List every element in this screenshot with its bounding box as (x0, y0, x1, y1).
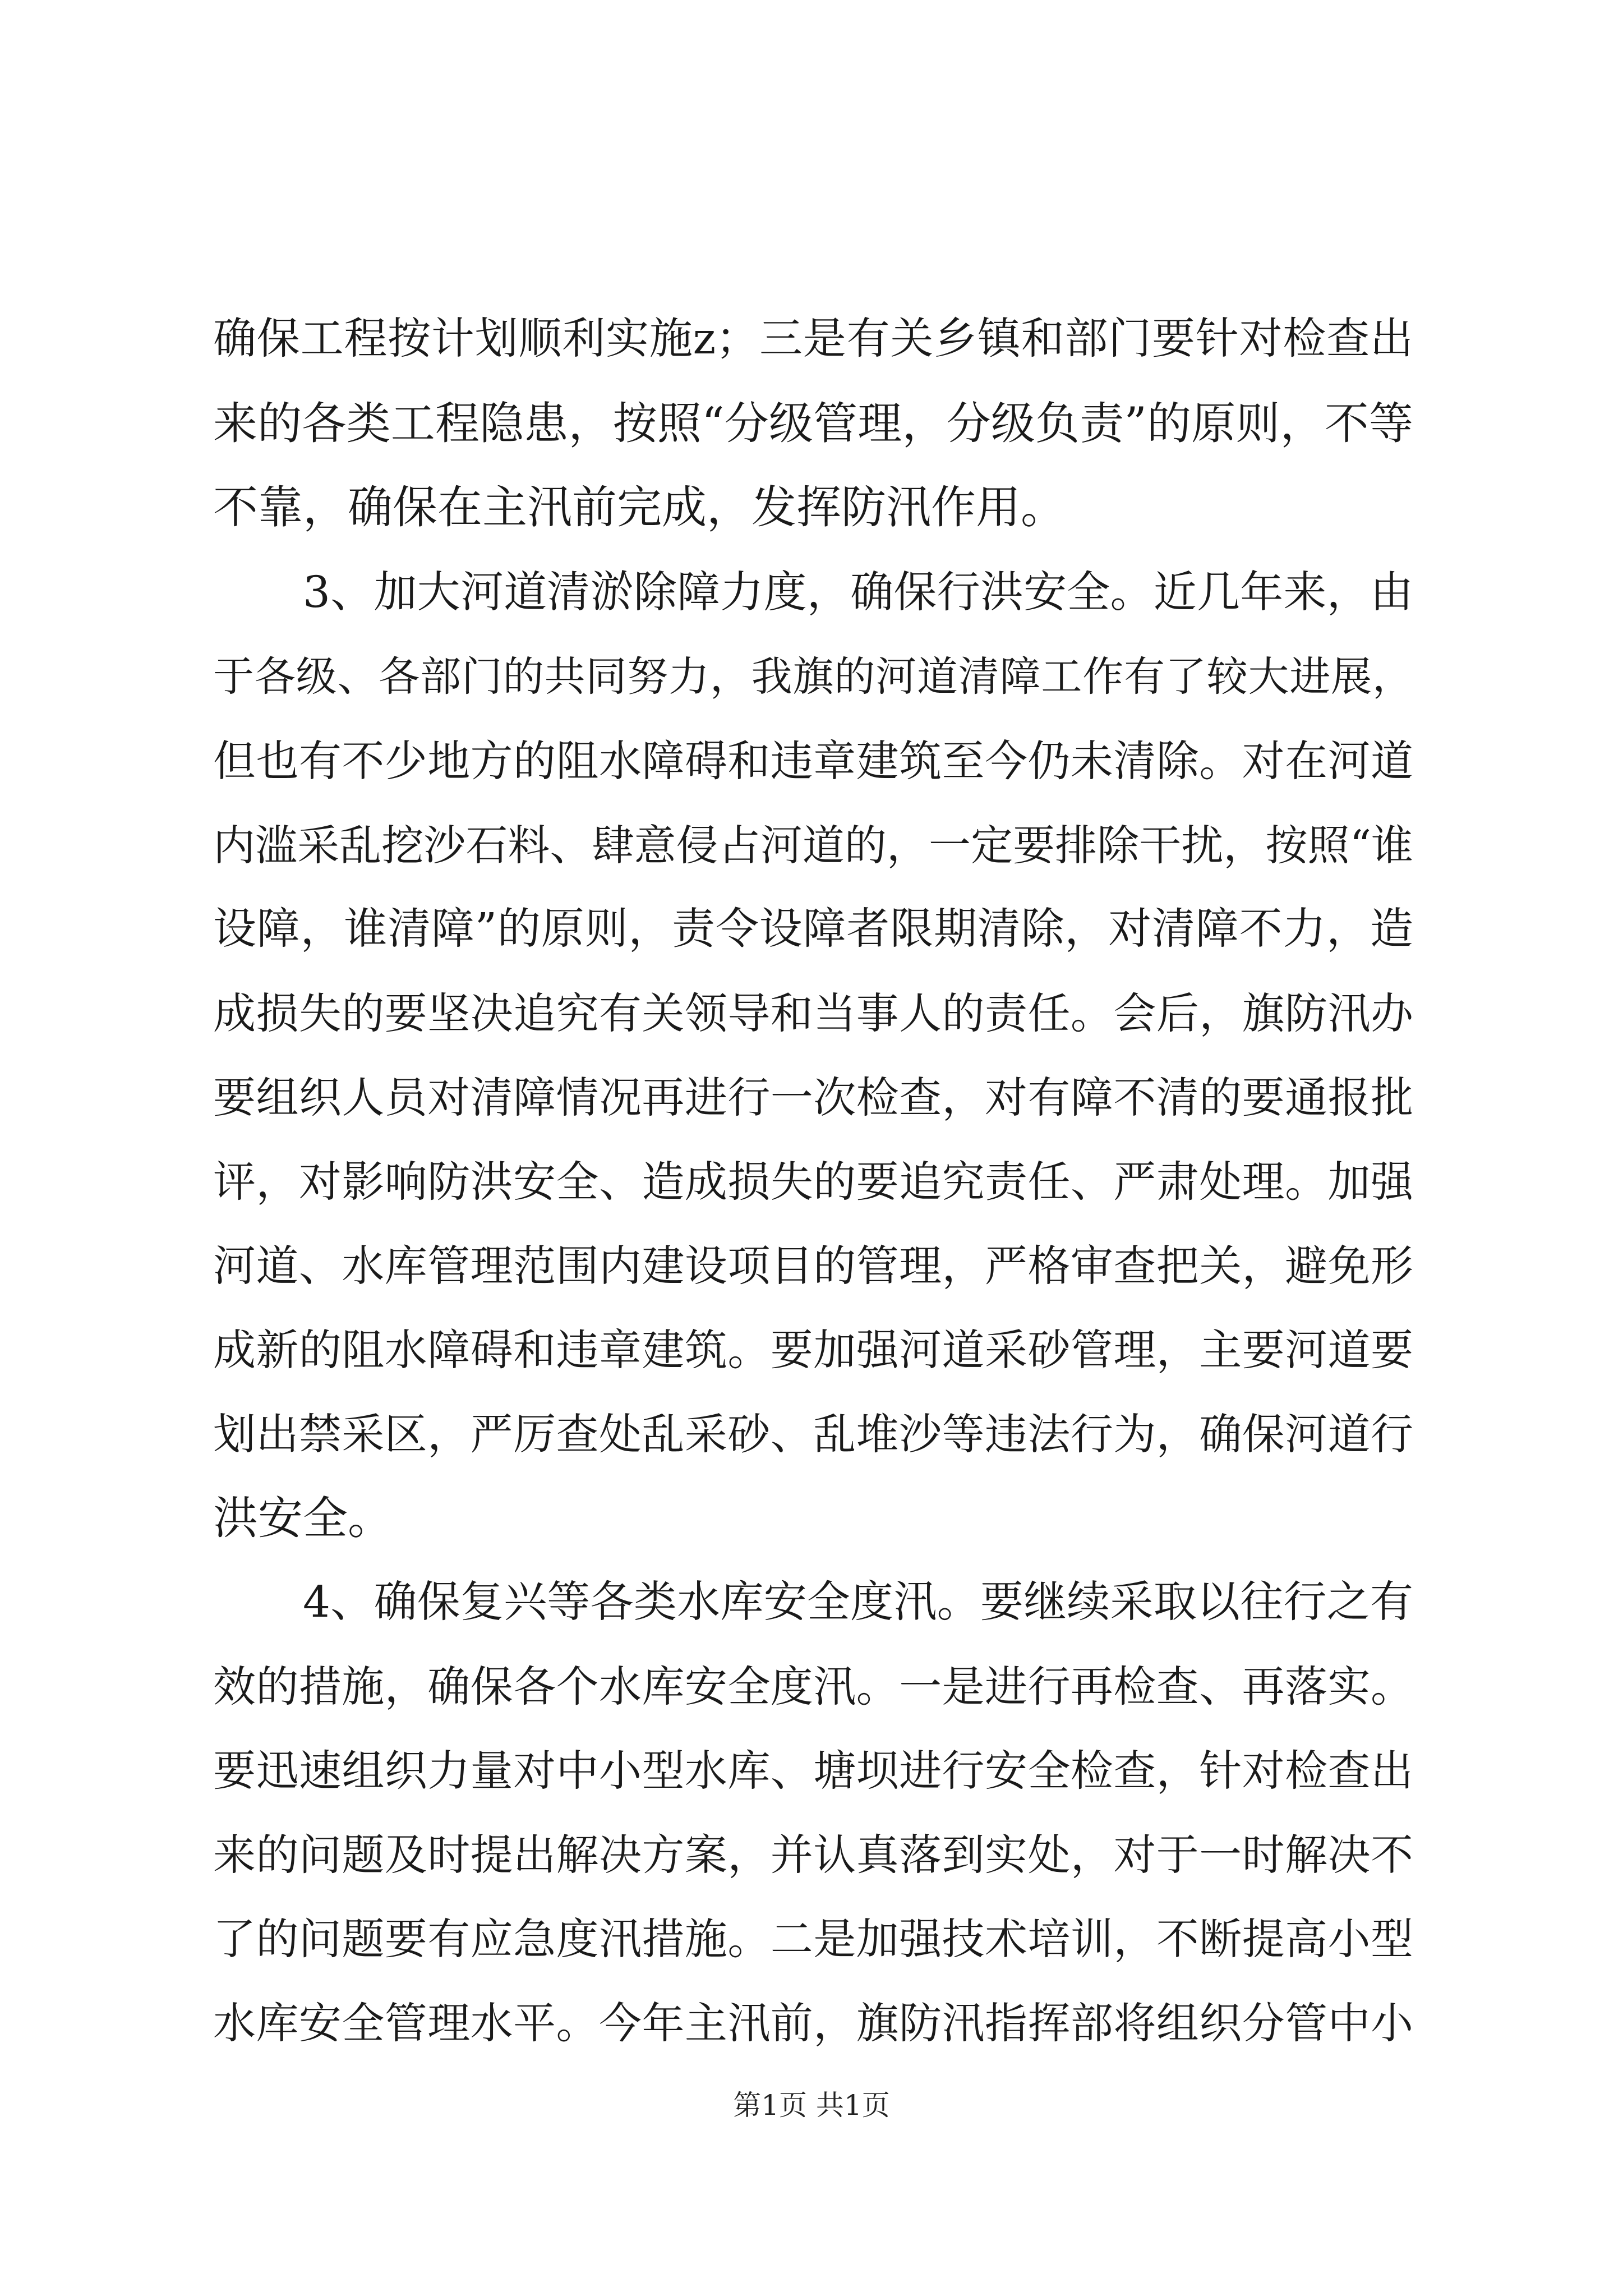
text-line: 划出禁采区，严厉查处乱采砂、乱堆沙等违法行为，确保河道行 (213, 1409, 1413, 1459)
text-line: 了的问题要有应急度汛措施。二是加强技术培训，不断提高小型 (213, 1914, 1413, 1964)
text-line: 要迅速组织力量对中小型水库、塘坝进行安全检查，针对检查出 (213, 1746, 1413, 1796)
text-line: 来的各类工程隐患，按照“分级管理，分级负责”的原则，不等 (213, 398, 1413, 449)
text-line: 3、加大河道清淤除障力度，确保行洪安全。近几年来，由 (303, 568, 1413, 618)
text-line: 内滥采乱挖沙石料、肆意侵占河道的，一定要排除干扰，按照“谁 (213, 821, 1413, 870)
text-line: 于各级、各部门的共同努力，我旗的河道清障工作有了较大进展， (213, 653, 1413, 701)
text-line: 水库安全管理水平。今年主汛前，旗防汛指挥部将组织分管中小 (213, 1998, 1413, 2048)
text-line: 不靠，确保在主汛前完成，发挥防汛作用。 (213, 481, 1066, 533)
text-line: 设障，谁清障”的原则，责令设障者限期清除，对清障不力，造 (213, 904, 1413, 954)
text-line: 4、确保复兴等各类水库安全度汛。要继续采取以往行之有 (303, 1577, 1413, 1627)
text-line: 要组织人员对清障情况再进行一次检查，对有障不清的要通报批 (213, 1073, 1413, 1122)
text-line: 但也有不少地方的阻水障碍和违章建筑至今仍未清除。对在河道 (213, 736, 1413, 786)
text-line: 洪安全。 (213, 1492, 393, 1544)
text-line: 评，对影响防洪安全、造成损失的要追究责任、严肃处理。加强 (213, 1157, 1413, 1207)
page-number: 第1页 共1页 (733, 2089, 890, 2122)
text-line: 河道、水库管理范围内建设项目的管理，严格审查把关，避免形 (213, 1241, 1413, 1291)
text-line: 效的措施，确保各个水库安全度汛。一是进行再检查、再落实。 (213, 1662, 1413, 1711)
text-line: 确保工程按计划顺利实施z；三是有关乡镇和部门要针对检查出 (213, 314, 1413, 364)
text-line: 来的问题及时提出解决方案，并认真落到实处，对于一时解决不 (213, 1830, 1413, 1880)
text-line: 成损失的要坚决追究有关领导和当事人的责任。会后，旗防汛办 (213, 988, 1413, 1038)
text-line: 成新的阻水障碍和违章建筑。要加强河道采砂管理，主要河道要 (213, 1325, 1413, 1375)
